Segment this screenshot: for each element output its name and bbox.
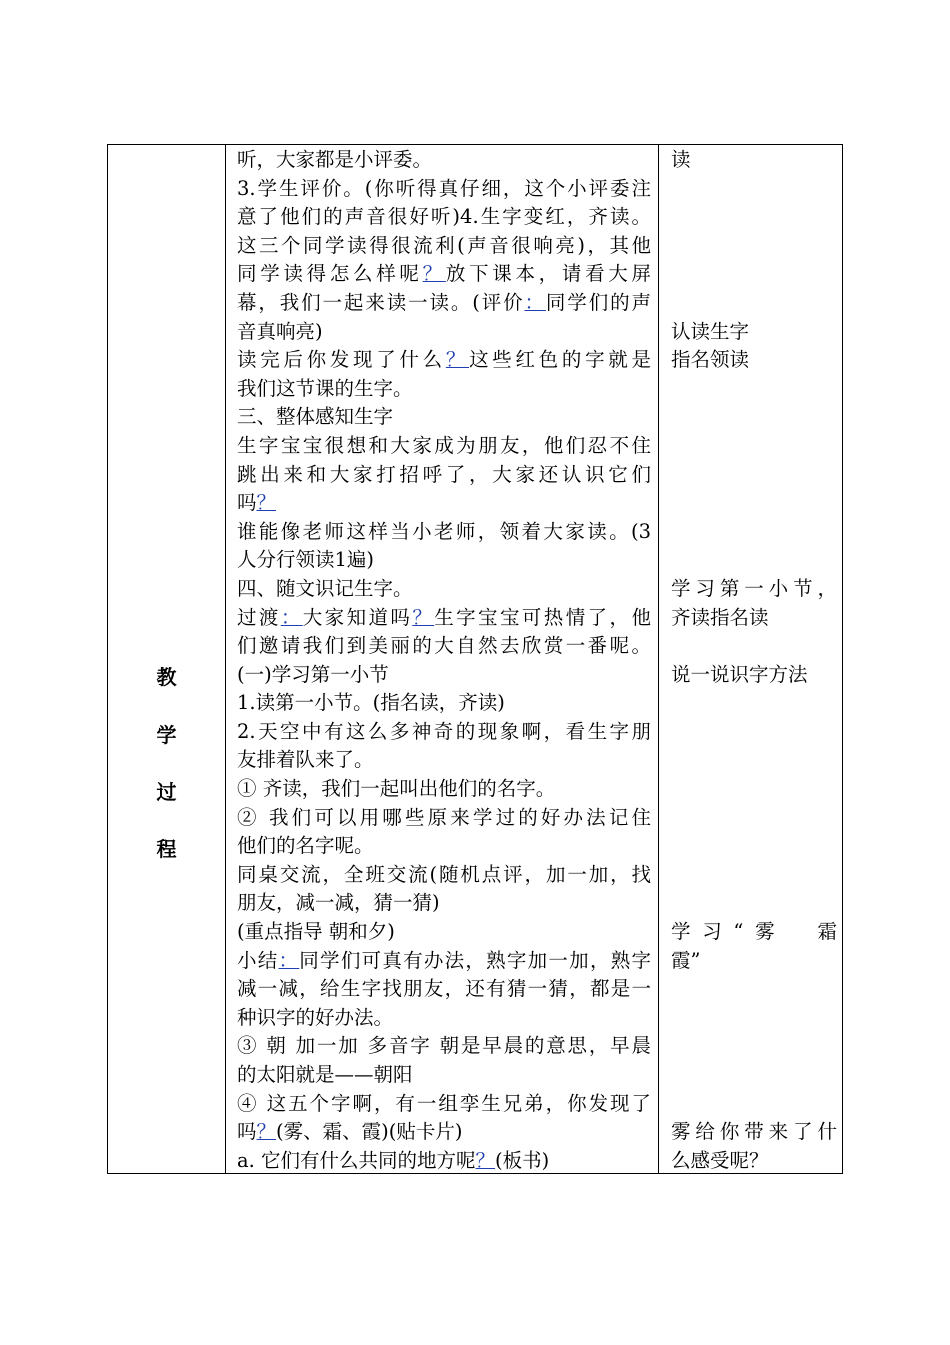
process-text-line: 减一减，给生字找朋友，还有猜一猜，都是一	[237, 977, 651, 1001]
activity-text-line	[671, 775, 837, 804]
underlined-mark: ：	[278, 948, 300, 972]
underlined-mark: ？	[475, 1148, 496, 1172]
process-text-line: 同桌交流，全班交流(随机点评，加一加，找	[237, 862, 651, 886]
text-segment: 同学们可真有办法，熟字加一加，熟字	[299, 948, 651, 972]
activity-text-line	[671, 375, 837, 404]
process-text-line: 跳出来和大家打招呼了，大家还认识它们	[237, 462, 651, 486]
process-text-line: 生字宝宝很想和大家成为朋友，他们忍不住	[237, 433, 651, 457]
process-text-line	[237, 604, 651, 633]
activity-text-line: 读	[671, 148, 691, 171]
text-segment: 吗	[237, 1120, 257, 1144]
process-text-line: 们邀请我们到美丽的大自然去欣赏一番呢。	[237, 634, 651, 658]
underlined-mark: ？	[422, 262, 446, 286]
activity-text-line	[671, 975, 837, 1004]
row-label-char: 程	[156, 837, 177, 861]
lesson-table	[107, 144, 843, 1174]
text-segment: (雾、霜、霞)(贴卡片)	[276, 1120, 463, 1144]
activity-text-line	[671, 689, 837, 718]
text-segment: 大家知道吗	[302, 605, 413, 629]
row-label-char: 过	[156, 780, 177, 804]
process-text-line: (一)学习第一小节	[237, 662, 389, 686]
text-segment: 读完后你发现了什么	[237, 348, 446, 372]
student-activity-column	[671, 146, 837, 1175]
process-text-line: ② 我们可以用哪些原来学过的好办法记住	[237, 805, 651, 829]
activity-text-line	[671, 1061, 837, 1090]
activity-text-line	[671, 461, 837, 490]
underlined-mark: ？	[256, 491, 277, 515]
activity-text-line	[671, 289, 837, 318]
text-segment: 小结	[237, 948, 279, 972]
text-segment: 这些红色的字就是	[469, 348, 651, 372]
activity-text-line	[671, 1004, 837, 1033]
underlined-mark: ？	[256, 1120, 277, 1144]
row-label-char: 学	[156, 723, 177, 747]
process-text-line: 的太阳就是——朝阳	[237, 1063, 413, 1086]
activity-text-line: 学习“雾 霜	[671, 920, 837, 944]
process-text-line	[237, 947, 651, 976]
process-text-line: 种识字的好办法。	[237, 1005, 394, 1029]
process-text-line	[237, 260, 651, 289]
activity-text-line	[671, 861, 837, 890]
activity-text-line: 说一说识字方法	[671, 662, 808, 686]
process-text-line: 这三个同学读得很流利(声音很响亮)，其他	[237, 233, 651, 257]
activity-text-line: 学习第一小节，	[671, 576, 837, 600]
activity-text-line	[671, 632, 837, 661]
process-text-line: 谁能像老师这样当小老师，领着大家读。(3	[237, 519, 651, 543]
activity-text-line	[671, 1090, 837, 1119]
activity-text-line	[671, 546, 837, 575]
underlined-mark: ：	[524, 290, 546, 314]
activity-text-line	[671, 718, 837, 747]
text-segment: a. 它们有什么共同的地方呢	[237, 1148, 476, 1172]
activity-text-line	[671, 1032, 837, 1061]
process-text-line	[237, 1118, 651, 1147]
text-segment: 同学读得怎么样呢	[237, 262, 423, 286]
activity-text-line	[671, 518, 837, 547]
process-text-line: 我们这节课的生字。	[237, 376, 413, 400]
underlined-mark: ？	[445, 348, 470, 372]
column-divider-right	[658, 145, 659, 1173]
process-text-line: (重点指导 朝和夕)	[237, 920, 395, 944]
text-segment: 吗	[237, 491, 257, 515]
activity-text-line: 么感受呢？	[671, 1148, 769, 1172]
text-segment: 同学们的声	[545, 290, 651, 314]
row-label-char: 教	[156, 665, 177, 689]
activity-text-line: 雾给你带来了什	[671, 1120, 837, 1144]
activity-text-line	[671, 232, 837, 261]
text-segment: 过渡	[237, 605, 281, 629]
text-segment: 放下课本，请看大屏	[445, 262, 651, 286]
activity-text-line	[671, 746, 837, 775]
process-text-line: ③ 朝 加一加 多音字 朝是早晨的意思，早晨	[237, 1034, 651, 1058]
column-divider-left	[225, 145, 226, 1173]
activity-text-line	[671, 175, 837, 204]
process-text-line	[237, 289, 651, 318]
activity-text-line	[671, 203, 837, 232]
activity-text-line	[671, 889, 837, 918]
text-segment: 幕，我们一起来读一读。(评价	[237, 290, 525, 314]
underlined-mark: ：	[280, 605, 303, 629]
activity-text-line	[671, 403, 837, 432]
process-text-line	[237, 1147, 651, 1176]
underlined-mark: ？	[412, 605, 435, 629]
process-text-line: 朋友，减一减，猜一猜)	[237, 891, 440, 915]
process-text-line: 四、随文识记生字。	[237, 576, 413, 600]
text-segment: 生字宝宝可热情了，他	[434, 605, 651, 629]
process-text-line	[237, 346, 651, 375]
process-text-line: 1.读第一小节。(指名读，齐读)	[237, 691, 505, 715]
process-text-line: ① 齐读，我们一起叫出他们的名字。	[237, 777, 556, 801]
process-text-line: 三、整体感知生字	[237, 405, 394, 429]
text-segment: (板书)	[495, 1148, 550, 1172]
activity-text-line: 齐读指名读	[671, 605, 769, 629]
teaching-process-column	[237, 146, 651, 1175]
process-text-line: 意了他们的声音很好听)4.生字变红，齐读。	[237, 205, 651, 229]
activity-text-line	[671, 260, 837, 289]
process-text-line: 听，大家都是小评委。	[237, 148, 433, 171]
activity-text-line	[671, 489, 837, 518]
activity-text-line: 霞”	[671, 948, 701, 972]
process-text-line: 他们的名字呢。	[237, 834, 374, 858]
activity-text-line: 指名领读	[671, 348, 750, 372]
process-text-line: 音真响亮)	[237, 319, 323, 343]
process-text-line: 友排着队来了。	[237, 748, 374, 772]
activity-text-line	[671, 804, 837, 833]
process-text-line: 2.天空中有这么多神奇的现象啊，看生字朋	[237, 719, 651, 743]
process-text-line: ④ 这五个字啊，有一组孪生兄弟，你发现了	[237, 1091, 651, 1115]
activity-text-line	[671, 432, 837, 461]
activity-text-line: 认读生字	[671, 319, 750, 343]
process-text-line: 3.学生评价。(你听得真仔细，这个小评委注	[237, 176, 651, 200]
process-text-line	[237, 489, 651, 518]
activity-text-line	[671, 832, 837, 861]
process-text-line: 人分行领读1遍)	[237, 548, 375, 572]
